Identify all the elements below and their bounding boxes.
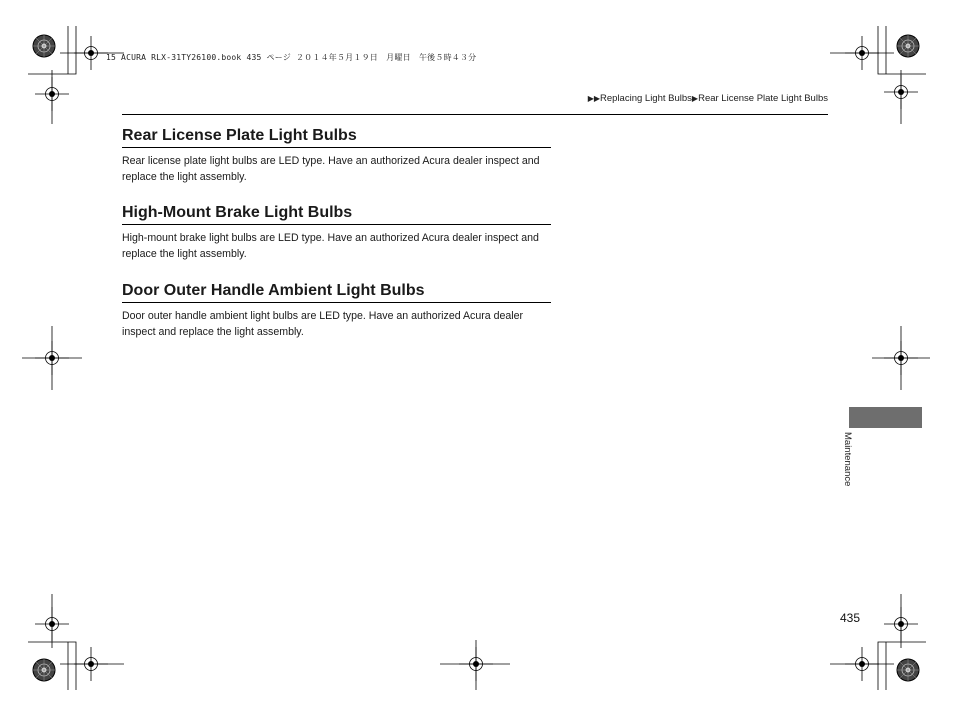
star-target-icon — [897, 659, 919, 681]
star-target-icon — [897, 35, 919, 57]
section-heading: Door Outer Handle Ambient Light Bulbs — [122, 281, 551, 303]
breadcrumb-marker: ▶▶ — [587, 94, 601, 103]
star-target-icon — [33, 659, 55, 681]
page-number: 435 — [840, 611, 861, 625]
print-header: 15 ACURA RLX-31TY26100.book 435 ページ ２０１４年５月１９日 月曜日 午後５時４３分 — [106, 53, 477, 62]
breadcrumb-item-rear-license-plate: Rear License Plate Light Bulbs — [698, 93, 828, 104]
maintenance-tab-label: Maintenance — [842, 432, 853, 487]
breadcrumb-separator: ▶ — [691, 94, 699, 103]
section-heading: High-Mount Brake Light Bulbs — [122, 203, 551, 225]
section-heading: Rear License Plate Light Bulbs — [122, 126, 551, 148]
section-body: High-mount brake light bulbs are LED type. Have an authorized Acura dealer inspect and replace the light assembly. — [122, 232, 539, 260]
section-body: Rear license plate light bulbs are LED type. Have an authorized Acura dealer inspect and replace the light assembly. — [122, 155, 540, 183]
section-body: Door outer handle ambient light bulbs are LED type. Have an authorized Acura dealer inspect and replace the light assembly. — [122, 310, 524, 338]
star-target-icon — [33, 35, 55, 57]
breadcrumb-item-replacing-light-bulbs[interactable]: Replacing Light Bulbs — [600, 93, 692, 104]
